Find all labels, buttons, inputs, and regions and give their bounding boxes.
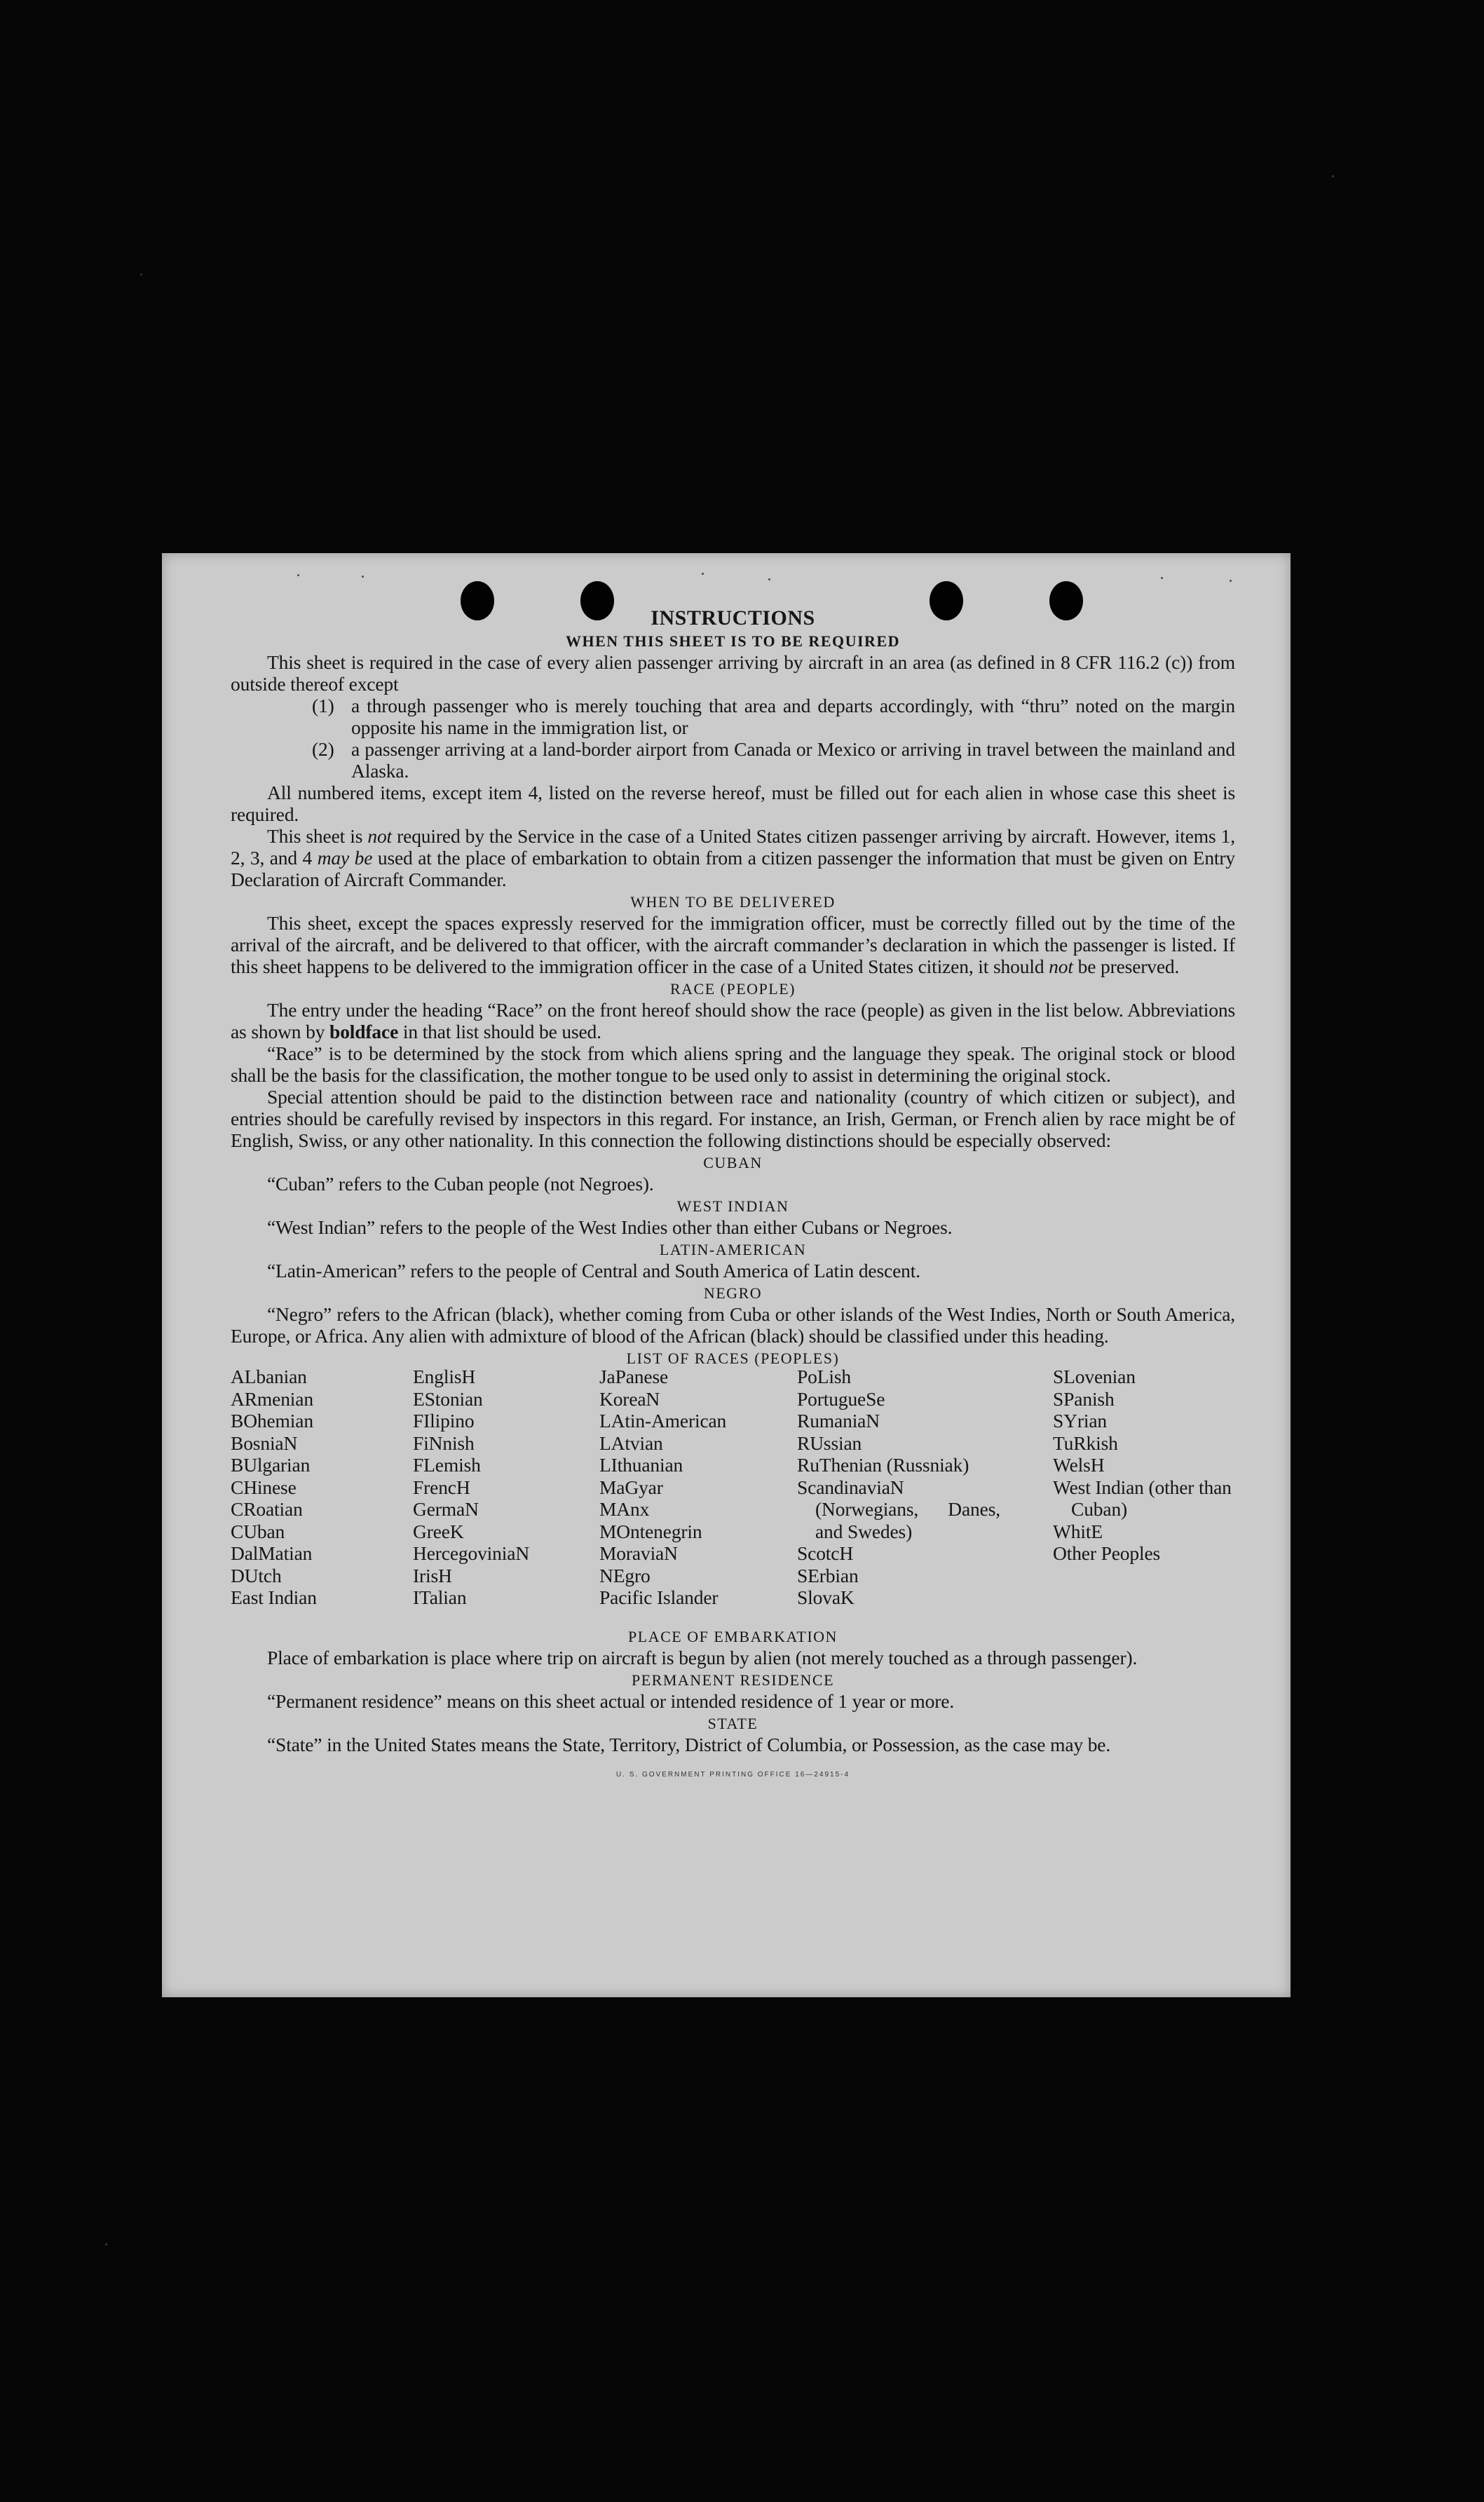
section-heading-negro: NEGRO bbox=[703, 1284, 763, 1302]
numbered-items-paragraph: All numbered items, except item 4, listed on the reverse hereof, must be filled out for each alien in whose case this sheet is required. bbox=[231, 782, 1235, 825]
race-entry: RumaniaN bbox=[797, 1410, 880, 1432]
race-entry: WelsH bbox=[1053, 1454, 1105, 1476]
required-paragraph: This sheet is required in the case of every alien passenger arriving by aircraft in an area (as defined in 8 CFR 116.2 (c)) from outside thereof except bbox=[231, 651, 1235, 695]
text-run: in that list should be used. bbox=[398, 1021, 601, 1042]
item-number: (1) bbox=[312, 695, 334, 716]
race-entry: HercegoviniaN bbox=[413, 1542, 530, 1564]
race-paragraph-1 bbox=[231, 999, 1235, 1042]
delivered-paragraph bbox=[231, 912, 1235, 977]
printing-office-imprint: U. S. GOVERNMENT PRINTING OFFICE 16—24915-4 bbox=[615, 1771, 850, 1779]
race-entry: GermaN bbox=[413, 1498, 479, 1520]
negro-definition: “Negro” refers to the African (black), whether coming from Cuba or other islands of the West Indies, North or South America, Europe, or Africa. Any alien with admixture of blood of the African (black) should be classified under this heading. bbox=[231, 1303, 1235, 1347]
race-entry: FiNnish bbox=[413, 1432, 475, 1454]
cuban-definition: “Cuban” refers to the Cuban people (not Negroes). bbox=[267, 1173, 654, 1195]
item-text: a passenger arriving at a land-border airport from Canada or Mexico or arriving in travel between the mainland and Alaska. bbox=[351, 738, 1235, 782]
section-heading-delivered: WHEN TO BE DELIVERED bbox=[630, 893, 836, 911]
section-heading-list-of-races: LIST OF RACES (PEOPLES) bbox=[626, 1349, 840, 1367]
scan-dot bbox=[1230, 580, 1232, 582]
section-heading-race: RACE (PEOPLE) bbox=[670, 980, 796, 998]
race-entry: GreeK bbox=[413, 1520, 464, 1542]
race-entry: Pacific Islander bbox=[599, 1586, 719, 1608]
race-entry: DalMatian bbox=[231, 1542, 313, 1564]
text-run: used at the place of embarkation to obtain from a citizen passenger the information that must be given on Entry Declaration of Aircraft Commander. bbox=[231, 847, 1236, 890]
race-entry: PortugueSe bbox=[797, 1387, 885, 1410]
race-entry: ALbanian bbox=[231, 1366, 307, 1387]
section-heading-required: WHEN THIS SHEET IS TO BE REQUIRED bbox=[565, 632, 901, 650]
race-entry: FIlipino bbox=[413, 1410, 475, 1432]
race-entry: MaGyar bbox=[599, 1476, 663, 1498]
race-entry: EnglisH bbox=[413, 1366, 476, 1387]
race-entry: KoreaN bbox=[599, 1387, 660, 1410]
bold-text: boldface bbox=[329, 1021, 399, 1042]
section-heading-latin-american: LATIN-AMERICAN bbox=[659, 1241, 807, 1258]
text-run: required by the Service in the case of a United States citizen passenger arriving by aircraft. However, items 1, 2, 3, and 4 bbox=[231, 825, 1236, 869]
race-entry: SPanish bbox=[1053, 1387, 1115, 1410]
race-entry: Other Peoples bbox=[1053, 1542, 1161, 1564]
race-entry: SlovaK bbox=[797, 1586, 855, 1608]
text-run: This sheet, except the spaces expressly reserved for the immigration officer, must be correctly filled out by the time of the arrival of the aircraft, and be delivered to that officer, with the aircraft commander’s declaration in which the passenger is listed. If this sheet happens to be delivered to the immigration officer in the case of a United States citizen, it should bbox=[231, 912, 1235, 977]
west-indian-definition: “West Indian” refers to the people of the West Indies other than either Cubans or Negroes. bbox=[267, 1216, 953, 1238]
section-heading-cuban: CUBAN bbox=[703, 1154, 763, 1171]
scan-dot bbox=[362, 576, 364, 578]
instructions-content bbox=[231, 606, 1235, 1786]
text-run: be preserved. bbox=[1073, 956, 1180, 977]
race-entry: MAnx bbox=[599, 1498, 650, 1520]
section-heading-west-indian: WEST INDIAN bbox=[676, 1197, 789, 1215]
section-heading-residence: PERMANENT RESIDENCE bbox=[631, 1671, 835, 1689]
emphasis-text: not bbox=[1049, 956, 1073, 977]
race-entry: MOntenegrin bbox=[599, 1520, 702, 1542]
dust-speck bbox=[105, 2243, 107, 2245]
race-entry: NEgro bbox=[599, 1564, 651, 1586]
race-entry: SLovenian bbox=[1053, 1366, 1136, 1387]
race-entry: CRoatian bbox=[231, 1498, 303, 1520]
latin-american-definition: “Latin-American” refers to the people of Central and South America of Latin descent. bbox=[267, 1260, 920, 1281]
scan-dot bbox=[1161, 577, 1163, 579]
emphasis-text: may be bbox=[317, 847, 373, 869]
dust-speck bbox=[140, 273, 142, 276]
emphasis-text: not bbox=[367, 825, 393, 847]
scan-dot bbox=[702, 573, 704, 575]
race-paragraph-2: “Race” is to be determined by the stock from which aliens spring and the language they speak. The original stock or blood shall be the basis for the classification, the mother tongue to be used only to assist in determining the original stock. bbox=[231, 1042, 1235, 1086]
race-column-2 bbox=[413, 1366, 595, 1609]
race-entry: SYrian bbox=[1053, 1410, 1108, 1432]
race-entry: MoraviaN bbox=[599, 1542, 678, 1564]
race-entry: TuRkish bbox=[1053, 1432, 1118, 1454]
race-entry: WhitE bbox=[1053, 1520, 1103, 1542]
race-entry: East Indian bbox=[231, 1586, 317, 1608]
race-entry: BosniaN bbox=[231, 1432, 298, 1454]
race-entry: BUlgarian bbox=[231, 1454, 311, 1476]
exception-item-2 bbox=[231, 738, 1235, 782]
race-entry: ScotcH bbox=[797, 1542, 854, 1564]
race-entry: DUtch bbox=[231, 1564, 282, 1586]
scan-dot bbox=[768, 578, 770, 580]
race-entry: RuThenian (Russniak) bbox=[797, 1454, 969, 1476]
race-entry: CHinese bbox=[231, 1476, 297, 1498]
race-column-1 bbox=[231, 1366, 399, 1609]
race-entry: ScandinaviaN (Norwegians, Danes, and Swedes) bbox=[797, 1476, 1000, 1542]
race-list bbox=[231, 1366, 1235, 1625]
race-column-5 bbox=[1053, 1366, 1235, 1565]
race-entry: IrisH bbox=[413, 1564, 452, 1586]
scan-dot bbox=[297, 574, 299, 576]
document-sheet bbox=[162, 553, 1291, 1997]
race-entry: CUban bbox=[231, 1520, 285, 1542]
race-paragraph-3: Special attention should be paid to the distinction between race and nationality (country of which citizen or subject), and entries should be carefully revised by inspectors in this regard. For instance, an Irish, German, or French alien by race might be of English, Swiss, or any other nationality. In this connection the following distinctions should be especially observed: bbox=[231, 1086, 1235, 1151]
race-entry: LIthuanian bbox=[599, 1454, 683, 1476]
race-column-3 bbox=[599, 1366, 789, 1609]
race-entry: West Indian (other than Cuban) bbox=[1053, 1476, 1232, 1520]
race-entry: PoLish bbox=[797, 1366, 852, 1387]
section-heading-embarkation: PLACE OF EMBARKATION bbox=[628, 1628, 838, 1645]
race-entry: JaPanese bbox=[599, 1366, 669, 1387]
document-title: INSTRUCTIONS bbox=[651, 606, 815, 630]
residence-definition: “Permanent residence” means on this sheet actual or intended residence of 1 year or more. bbox=[267, 1690, 955, 1712]
item-number: (2) bbox=[312, 738, 334, 760]
state-definition: “State” in the United States means the State, Territory, District of Columbia, or Possession, as the case may be. bbox=[267, 1734, 1111, 1755]
citizen-paragraph bbox=[231, 825, 1235, 890]
race-entry: LAtin-American bbox=[599, 1410, 727, 1432]
race-entry: EStonian bbox=[413, 1387, 483, 1410]
race-entry: ARmenian bbox=[231, 1387, 313, 1410]
exception-item-1 bbox=[231, 695, 1235, 738]
section-heading-state: STATE bbox=[707, 1715, 758, 1732]
race-entry: SErbian bbox=[797, 1564, 859, 1586]
text-run: The entry under the heading “Race” on the front hereof should show the race (people) as given in the list below. Abbreviations as shown by bbox=[231, 999, 1235, 1042]
race-entry: LAtvian bbox=[599, 1432, 663, 1454]
race-column-4 bbox=[797, 1366, 1000, 1609]
race-entry: RUssian bbox=[797, 1432, 862, 1454]
race-entry: FrencH bbox=[413, 1476, 470, 1498]
race-entry: BOhemian bbox=[231, 1410, 313, 1432]
item-text: a through passenger who is merely touching that area and departs accordingly, with “thru” noted on the margin opposite his name in the immigration list, or bbox=[351, 695, 1235, 738]
race-entry: FLemish bbox=[413, 1454, 481, 1476]
dust-speck bbox=[1332, 175, 1334, 177]
embarkation-definition: Place of embarkation is place where trip on aircraft is begun by alien (not merely touched as a through passenger). bbox=[267, 1647, 1138, 1668]
text-run: This sheet is bbox=[267, 825, 368, 847]
race-entry: ITalian bbox=[413, 1586, 467, 1608]
